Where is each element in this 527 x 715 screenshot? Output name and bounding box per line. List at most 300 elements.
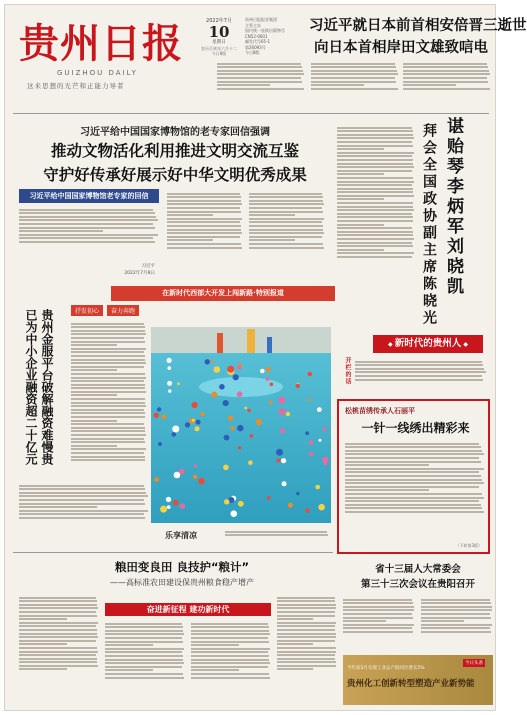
text-line [105, 666, 182, 668]
text-line [403, 73, 490, 75]
text-line [105, 637, 182, 639]
text-line [249, 211, 323, 213]
text-line [71, 337, 144, 339]
text-line [191, 630, 269, 632]
text-line [167, 211, 241, 213]
masthead-pinyin: GUIZHOU DAILY [57, 69, 138, 77]
text-line [311, 88, 398, 90]
text-line [19, 633, 97, 635]
swimmer-dot [280, 428, 285, 433]
museum-headline-line-2: 守护好传承好展示好中华文明优秀成果 [43, 166, 307, 184]
text-line [191, 641, 269, 643]
section-intro-text [355, 359, 487, 393]
text-line [337, 216, 413, 218]
embroidery-headline: 一针一线绣出精彩来 [361, 421, 470, 435]
swimmer-dot [237, 391, 243, 397]
text-line [19, 234, 158, 236]
text-line [19, 629, 97, 631]
grain-headline[interactable]: 粮田变良田 良技护“粮计” [114, 560, 250, 574]
march-body-text [105, 621, 185, 707]
swimmer-dot [192, 419, 195, 422]
text-line [345, 443, 479, 445]
text-line [105, 677, 184, 679]
text-line [167, 214, 213, 216]
swimmer-dot [154, 477, 159, 482]
text-line [337, 191, 413, 193]
text-line [19, 488, 145, 490]
text-line [337, 181, 414, 183]
text-line [71, 362, 146, 364]
issuer-line: 邮发代号65-1 [245, 39, 271, 44]
museum-headline[interactable] [19, 139, 331, 187]
text-line [191, 637, 268, 639]
text-line [337, 152, 414, 154]
lead-body-text [311, 61, 399, 103]
text-line [337, 130, 413, 132]
swimmer-dot [192, 402, 198, 408]
swimmer-dot [185, 422, 190, 427]
issuer-info [245, 17, 307, 56]
swimmer-dot [308, 372, 313, 377]
text-line [337, 177, 413, 179]
text-line [19, 600, 97, 602]
swimmer-dot [315, 485, 320, 490]
text-line [337, 256, 412, 258]
text-line [345, 504, 481, 506]
masthead-title: 贵州日报 [19, 20, 183, 67]
text-line [71, 373, 145, 375]
text-line [277, 622, 336, 624]
text-line [403, 81, 488, 83]
text-line [337, 145, 413, 147]
swimmer-dot [279, 408, 286, 415]
newspaper-front-page [4, 4, 527, 711]
grain-body-text-2 [277, 595, 337, 707]
text-line [19, 506, 97, 508]
text-line [421, 606, 492, 608]
embroidery-body-text [345, 441, 485, 549]
text-line [343, 627, 412, 629]
swimmer-dot [198, 478, 205, 485]
text-line [105, 651, 182, 653]
congress-body-text [343, 597, 415, 651]
text-line [19, 654, 96, 656]
text-line [311, 63, 395, 65]
swimmer-dot [276, 449, 283, 456]
swimmer-dot [248, 460, 253, 465]
text-line [167, 203, 242, 205]
letter-signature: 习近平 [141, 264, 155, 269]
text-line [355, 364, 483, 366]
photo-illustration [151, 327, 331, 523]
swimmer-dot [282, 481, 287, 486]
text-line [19, 651, 98, 653]
text-line [343, 624, 414, 626]
text-line [345, 511, 484, 513]
text-line [249, 243, 323, 245]
text-line [19, 618, 67, 620]
text-line [345, 479, 482, 481]
text-line [191, 662, 270, 664]
text-line [105, 633, 184, 635]
swimmer-dot [281, 458, 286, 463]
swimmer-dot [172, 432, 177, 437]
swimmer-dot [288, 503, 293, 508]
text-line [19, 237, 153, 239]
text-line [71, 441, 145, 443]
text-line [249, 247, 324, 249]
text-line [249, 239, 295, 241]
text-line [345, 461, 481, 463]
text-line [345, 468, 484, 470]
text-line [311, 81, 396, 83]
text-line [355, 379, 483, 381]
text-line [277, 668, 313, 670]
masthead-divider [13, 113, 489, 114]
text-line [71, 323, 144, 325]
text-line [249, 203, 324, 205]
text-line [421, 609, 492, 611]
date-year-month: 2022年7月 [206, 18, 232, 24]
finance-vertical-headline[interactable]: 贵州金服平台破解融资难慢贵 已为中小企业融资超二十亿元 [24, 309, 54, 465]
text-line [71, 380, 144, 382]
text-line [337, 213, 412, 215]
text-line [105, 623, 182, 625]
text-line [345, 450, 482, 452]
date-weekday: 星期日 [212, 40, 226, 45]
text-line [277, 625, 335, 627]
section-divider [13, 552, 333, 553]
text-line [337, 238, 414, 240]
text-line [249, 214, 295, 216]
text-line [249, 196, 323, 198]
text-line [225, 534, 328, 536]
swimmer-dot [211, 392, 217, 398]
text-line [19, 513, 144, 515]
text-line [337, 170, 412, 172]
text-line [105, 648, 184, 650]
text-line [191, 677, 270, 679]
swimmer-dot [200, 412, 204, 416]
swimmer-dot [160, 506, 167, 513]
text-line [277, 654, 335, 656]
text-line [337, 188, 413, 190]
text-line [71, 405, 146, 407]
text-line [277, 665, 336, 667]
grain-body-text [19, 595, 99, 707]
section-title-bar: ◆ 新时代的贵州人 ◆ [373, 335, 483, 353]
swimmer-dot [286, 412, 290, 416]
swimmer-dot [174, 472, 181, 479]
swimmer-dot [223, 465, 229, 471]
text-line [167, 221, 240, 223]
text-line [191, 626, 269, 628]
text-line [71, 459, 145, 461]
museum-body-text [249, 191, 325, 279]
text-line [105, 626, 183, 628]
march-body-text [191, 621, 271, 707]
text-line [105, 641, 183, 643]
swimmer-dot [162, 414, 167, 419]
text-line [71, 369, 117, 371]
text-line [337, 220, 413, 222]
text-line [217, 73, 304, 75]
text-line [277, 607, 336, 609]
text-line [71, 416, 145, 418]
text-line [191, 669, 239, 671]
swimmer-dot [194, 464, 197, 467]
text-line [345, 497, 484, 499]
text-line [421, 631, 491, 633]
text-line [71, 384, 145, 386]
swimmer-dot [193, 475, 197, 479]
text-line [337, 224, 384, 226]
text-line [217, 63, 301, 65]
feature-tabs [71, 305, 139, 316]
photo-credit-text [225, 529, 331, 543]
swimmer-dot [219, 384, 225, 390]
right-body-text [337, 125, 415, 321]
masthead-logo [19, 19, 189, 69]
text-line [167, 243, 241, 245]
swimmer-dot [260, 369, 265, 374]
issuer-line: 今日8版 [245, 50, 260, 55]
text-line [345, 464, 429, 466]
right-vertical-headline-b[interactable]: 拜会全国政协副主席陈晓光 [421, 123, 437, 327]
text-line [71, 330, 145, 332]
lunar-line: 今日8版 [211, 51, 227, 56]
text-line [343, 602, 413, 604]
text-line [337, 209, 414, 211]
text-line [71, 394, 117, 396]
embroidery-kicker: 松桃苗绣传承人石丽平 [345, 407, 415, 415]
text-line [277, 633, 336, 635]
text-line [337, 166, 414, 168]
feature-banner: 在新时代西部大开发上闯新路·特别报道 [111, 286, 335, 301]
right-vertical-headline-a[interactable]: 谌贻琴李炳军刘晓凯 [443, 117, 463, 297]
text-line [19, 216, 156, 218]
section-side-label: 开栏的话 [344, 357, 351, 385]
text-line [343, 613, 412, 615]
text-line [19, 607, 98, 609]
text-line [19, 665, 98, 667]
text-line [71, 341, 145, 343]
text-line [277, 618, 313, 620]
text-line [19, 241, 155, 243]
swimmer-dot [224, 435, 230, 441]
swimmer-dot [244, 407, 247, 410]
swimmer-dot [223, 400, 229, 406]
text-line [19, 636, 98, 638]
swimmer-dot [247, 409, 250, 412]
text-line [337, 148, 384, 150]
text-line [191, 659, 269, 661]
text-line [345, 486, 479, 488]
text-line [71, 355, 145, 357]
lead-headline-line-2: 向日本首相岸田文雄致唁电 [314, 40, 488, 56]
text-line [167, 232, 242, 234]
text-line [19, 227, 155, 229]
text-line [249, 218, 324, 220]
lead-body-text [403, 61, 491, 103]
museum-headline-line-1: 推动文物活化利用推进文明交流互鉴 [50, 142, 299, 160]
text-line [19, 640, 96, 642]
text-line [249, 207, 322, 209]
text-line [167, 225, 241, 227]
lead-headline[interactable] [309, 15, 527, 59]
text-line [345, 489, 429, 491]
text-line [421, 617, 491, 619]
swimmer-dot [324, 462, 327, 465]
text-line [225, 531, 327, 533]
text-line [19, 209, 153, 211]
lunar-line: 农历壬寅年六月十二 [201, 46, 237, 51]
text-line [277, 643, 313, 645]
advert-line-1: 今年前5月实现工业总产值同比增长5% [347, 666, 425, 671]
text-line [105, 655, 183, 657]
text-line [217, 77, 301, 79]
text-line [345, 471, 479, 473]
text-line [71, 377, 146, 379]
text-line [277, 597, 335, 599]
swimmer-dot [166, 497, 171, 502]
congress-headline[interactable] [343, 562, 493, 592]
swimmer-dot [237, 365, 241, 369]
text-line [105, 644, 153, 646]
swimmer-dot [173, 500, 179, 506]
swimmer-dot [172, 426, 179, 433]
text-line [71, 398, 145, 400]
text-line [403, 70, 489, 72]
text-line [337, 198, 384, 200]
date-block [195, 17, 243, 56]
water-park-photo [151, 327, 331, 523]
text-line [71, 344, 117, 346]
text-line [337, 159, 413, 161]
text-line [343, 617, 413, 619]
text-line [337, 206, 413, 208]
swimmer-dot [305, 431, 309, 435]
text-line [355, 375, 482, 377]
text-line [311, 66, 396, 68]
text-line [71, 333, 146, 335]
text-line [345, 482, 484, 484]
text-line [249, 200, 323, 202]
advert-badge: 今日头条 [465, 661, 483, 666]
text-line [249, 193, 322, 195]
text-line [19, 604, 97, 606]
text-line [311, 70, 397, 72]
text-line [19, 597, 96, 599]
swimmer-dot [168, 389, 171, 392]
swimmer-dot [270, 383, 274, 387]
continued-note: （下转第3版） [455, 543, 482, 548]
text-line [249, 225, 323, 227]
advert-line-2: 贵州化工创新转型塑造产业新势能 [347, 679, 475, 689]
text-line [191, 633, 270, 635]
letter-title-bar: 习近平给中国国家博物馆老专家的回信 [19, 189, 159, 203]
feature-tab: 奋力奔跑 [107, 305, 139, 316]
text-line [277, 658, 335, 660]
swimmer-dot [168, 366, 172, 370]
issuer-line: 第26093号 [245, 44, 266, 50]
text-line [105, 673, 183, 675]
text-line [345, 507, 482, 509]
text-line [19, 510, 148, 512]
text-line [311, 73, 398, 75]
text-line [19, 503, 145, 505]
text-line [19, 499, 144, 501]
swimmer-dot [309, 440, 314, 445]
congress-headline-line-2: 第三十三次会议在贵阳召开 [360, 579, 475, 590]
swimmer-dot [231, 426, 235, 430]
swimmer-dot [167, 358, 172, 363]
swimmer-dot [276, 459, 280, 463]
swimmer-dot [308, 398, 311, 401]
letter-date: 2022年7月8日 [124, 271, 155, 276]
text-line [71, 430, 145, 432]
text-line [19, 223, 153, 225]
text-line [217, 70, 303, 72]
text-line [19, 230, 103, 232]
issuer-line: 贵州日报报业集团 [245, 17, 277, 22]
text-line [311, 77, 395, 79]
swimmer-dot [265, 377, 269, 381]
text-line [105, 662, 184, 664]
bottom-advert[interactable] [343, 655, 493, 705]
text-line [167, 229, 241, 231]
text-line [71, 366, 144, 368]
text-line [403, 84, 456, 86]
text-line [337, 137, 414, 139]
text-line [19, 517, 145, 519]
swimmer-dot [323, 427, 327, 431]
text-line [421, 624, 492, 626]
text-line [421, 613, 490, 615]
text-line [337, 141, 412, 143]
text-line [19, 625, 96, 627]
text-line [343, 609, 414, 611]
lead-headline-line-1: 习近平就日本前首相安倍晋三逝世 [309, 18, 527, 34]
text-line [337, 155, 412, 157]
text-line [191, 655, 269, 657]
text-line [19, 611, 96, 613]
date-day: 10 [208, 23, 230, 41]
embroidery-story-box[interactable] [337, 399, 490, 554]
text-line [337, 242, 412, 244]
text-line [249, 221, 322, 223]
text-line [403, 63, 487, 65]
swimmer-dot [180, 503, 186, 509]
text-line [167, 247, 242, 249]
text-line [403, 88, 490, 90]
text-line [19, 668, 67, 670]
text-line [167, 239, 213, 241]
text-line [249, 236, 322, 238]
text-line [71, 434, 146, 436]
text-line [167, 196, 241, 198]
text-line [343, 606, 414, 608]
text-line [337, 134, 413, 136]
text-line [337, 173, 384, 175]
text-line [343, 631, 413, 633]
text-line [167, 207, 240, 209]
issuer-line: 国内统一连续出版物号 [245, 28, 285, 33]
text-line [421, 602, 491, 604]
masthead-motto: 这来思想的光芒和正能力导者 [27, 82, 125, 90]
text-line [337, 127, 412, 129]
text-line [217, 84, 270, 86]
